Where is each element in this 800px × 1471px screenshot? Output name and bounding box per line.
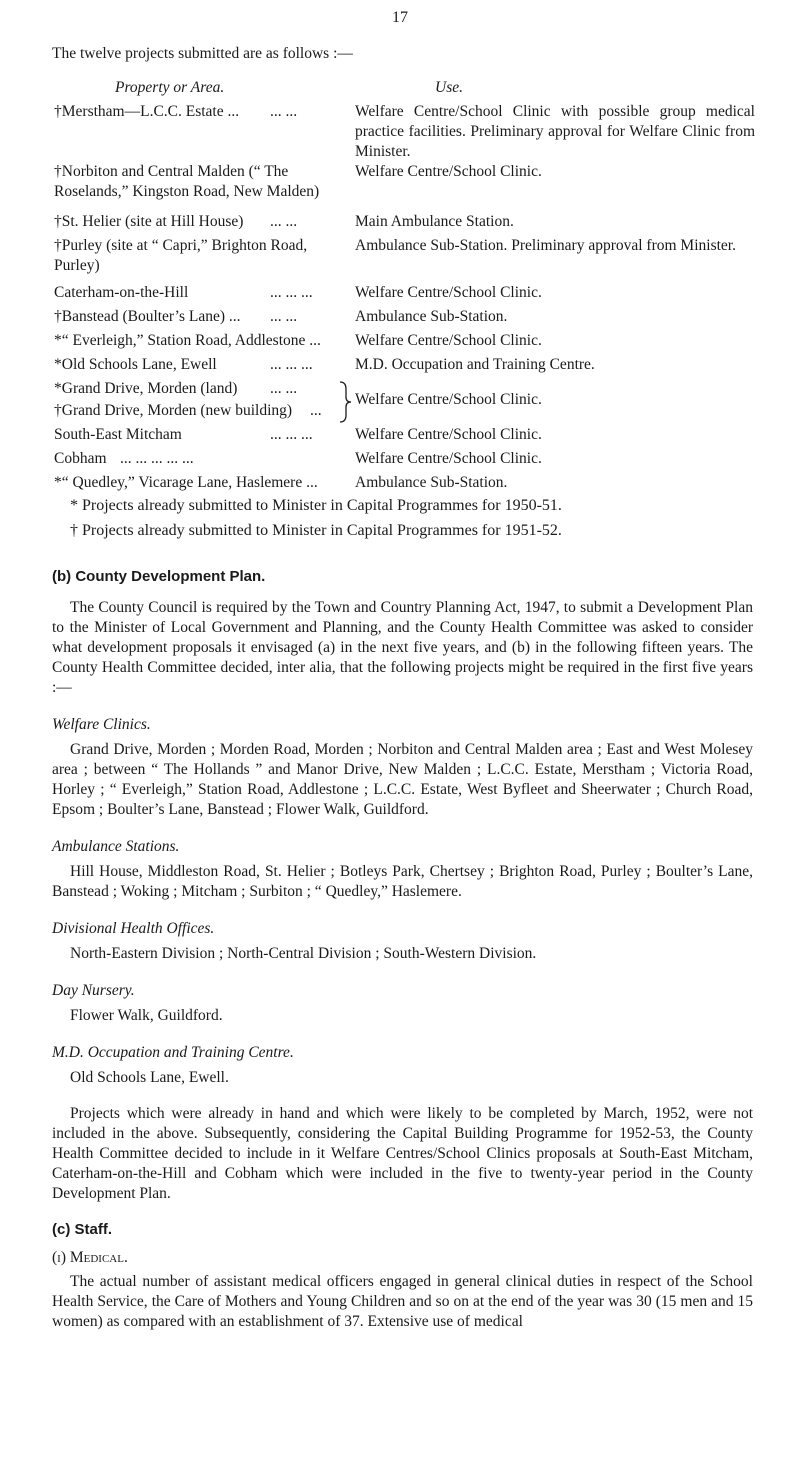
divisional-offices-list: North-Eastern Division ; North-Central Division ; South-Western Division. [70, 945, 537, 962]
project-use: Welfare Centre/School Clinic. [355, 163, 542, 180]
project-property: †St. Helier (site at Hill House) [54, 213, 244, 230]
project-property: Caterham-on-the-Hill [54, 284, 189, 301]
project-use: Welfare Centre/School Clinic. [355, 450, 542, 467]
project-use: Ambulance Sub-Station. Preliminary approval from Minister. [355, 237, 736, 254]
leader-dots: ... ... ... [270, 284, 313, 301]
project-property: †Norbiton and Central Malden (“ The Roselands,” Kingston Road, New Malden) [54, 163, 320, 200]
project-use: Welfare Centre/School Clinic with possible group medical practice facilities. Preliminary approval for Welfare Clinic from Minister. [355, 103, 755, 160]
divisional-offices-heading: Divisional Health Offices. [52, 920, 215, 937]
day-nursery-list: Flower Walk, Guildford. [70, 1007, 223, 1024]
leader-dots: ... ... [270, 213, 298, 230]
project-use: Welfare Centre/School Clinic. [355, 332, 542, 349]
property-column-header: Property or Area. [115, 79, 225, 96]
project-use: Welfare Centre/School Clinic. [355, 284, 542, 301]
section-c-heading: (c) Staff. [52, 1221, 112, 1238]
section-b-heading: (b) County Development Plan. [52, 568, 266, 585]
project-use: M.D. Occupation and Training Centre. [355, 356, 595, 373]
welfare-clinics-list: Grand Drive, Morden ; Morden Road, Morden ; Norbiton and Central Malden area ; East and West Molesey area ; between “ The Hollands ” and Manor Drive, New Malden ; L.C.C. Estate, Merstham ; Victoria Road, Horley ; “ Everleigh,” Station Road, Addlestone ; L.C.C. Estate, West Byfleet and Sheerwater ; Church Road, Epsom ; Boulter’s Lane, Banstead ; Flower Walk, Guildford. [52, 741, 753, 818]
leader-dots: ... ... [270, 380, 298, 397]
section-c-paragraph: The actual number of assistant medical officers engaged in general clinical duties in respect of the School Health Service, the Care of Mothers and Young Children and so on at the end of the year was 30 (15 men and 15 women) as compared with an establishment of 37. Extensive use of medical [52, 1273, 753, 1330]
closing-paragraph: Projects which were already in hand and which were likely to be completed by March, 1952, were not included in the above. Subsequently, considering the Capital Building Programme for 1952-53, the County Health Committee decided to include in it Welfare Centres/School Clinics proposals at South-East Mitcham, Caterham-on-the-Hill and Cobham which were included in the five to twenty-year period in the County Development Plan. [52, 1105, 753, 1202]
project-property: *“ Everleigh,” Station Road, Addlestone ... [54, 332, 321, 349]
project-property: South-East Mitcham [54, 426, 182, 443]
ambulance-stations-heading: Ambulance Stations. [52, 838, 180, 855]
project-property: †Merstham—L.C.C. Estate ... [54, 103, 240, 120]
project-property: *Grand Drive, Morden (land) [54, 380, 238, 397]
footnote-star: * Projects already submitted to Minister in Capital Programmes for 1950-51. [70, 497, 562, 514]
leader-dots: ... ... [270, 103, 298, 120]
footnote-dagger: † Projects already submitted to Minister in Capital Programmes for 1951-52. [70, 522, 562, 539]
grand-drive-use: Welfare Centre/School Clinic. [355, 391, 542, 408]
day-nursery-heading: Day Nursery. [52, 982, 135, 999]
project-property: †Grand Drive, Morden (new building) [54, 402, 293, 419]
project-property: †Purley (site at “ Capri,” Brighton Road, Purley) [54, 237, 308, 274]
project-use: Main Ambulance Station. [355, 213, 514, 230]
project-property: Cobham [54, 450, 107, 467]
md-centre-heading: M.D. Occupation and Training Centre. [52, 1044, 294, 1061]
section-b [52, 567, 753, 1332]
section-b-paragraph: The County Council is required by the Town and Country Planning Act, 1947, to submit a Development Plan to the Minister of Local Government and Planning, and the County Health Committee was asked to consider what development proposals it envisaged (a) in the next five years, and (b) in the following fifteen years. The County Health Committee decided, inter alia, that the following projects might be required in the first five years :— [52, 599, 753, 696]
project-property: †Banstead (Boulter’s Lane) ... [54, 308, 241, 325]
project-use: Welfare Centre/School Clinic. [355, 426, 542, 443]
page-number: 17 [392, 9, 408, 26]
medical-subheading: (i) Medical. [52, 1249, 128, 1266]
right-brace-icon [338, 381, 352, 423]
leader-dots: ... ... ... ... ... [120, 450, 194, 467]
project-property: *“ Quedley,” Vicarage Lane, Haslemere ... [54, 474, 318, 491]
ambulance-stations-list: Hill House, Middleston Road, St. Helier ; Botleys Park, Chertsey ; Brighton Road, Purley ; Boulter’s Lane, Banstead ; Woking ; Mitcham ; Surbiton ; “ Quedley,” Haslemere. [52, 863, 753, 900]
project-use: Ambulance Sub-Station. [355, 308, 508, 325]
leader-dots: ... ... ... [270, 426, 313, 443]
leader-dots: ... ... [270, 308, 298, 325]
welfare-clinics-heading: Welfare Clinics. [52, 716, 151, 733]
leader-dots: ... [310, 402, 322, 419]
intro-text: The twelve projects submitted are as follows :— [52, 45, 353, 62]
project-property: *Old Schools Lane, Ewell [54, 356, 217, 373]
use-column-header: Use. [435, 79, 463, 96]
leader-dots: ... ... ... [270, 356, 313, 373]
md-centre-list: Old Schools Lane, Ewell. [70, 1069, 229, 1086]
project-use: Ambulance Sub-Station. [355, 474, 508, 491]
footnotes [70, 493, 562, 543]
